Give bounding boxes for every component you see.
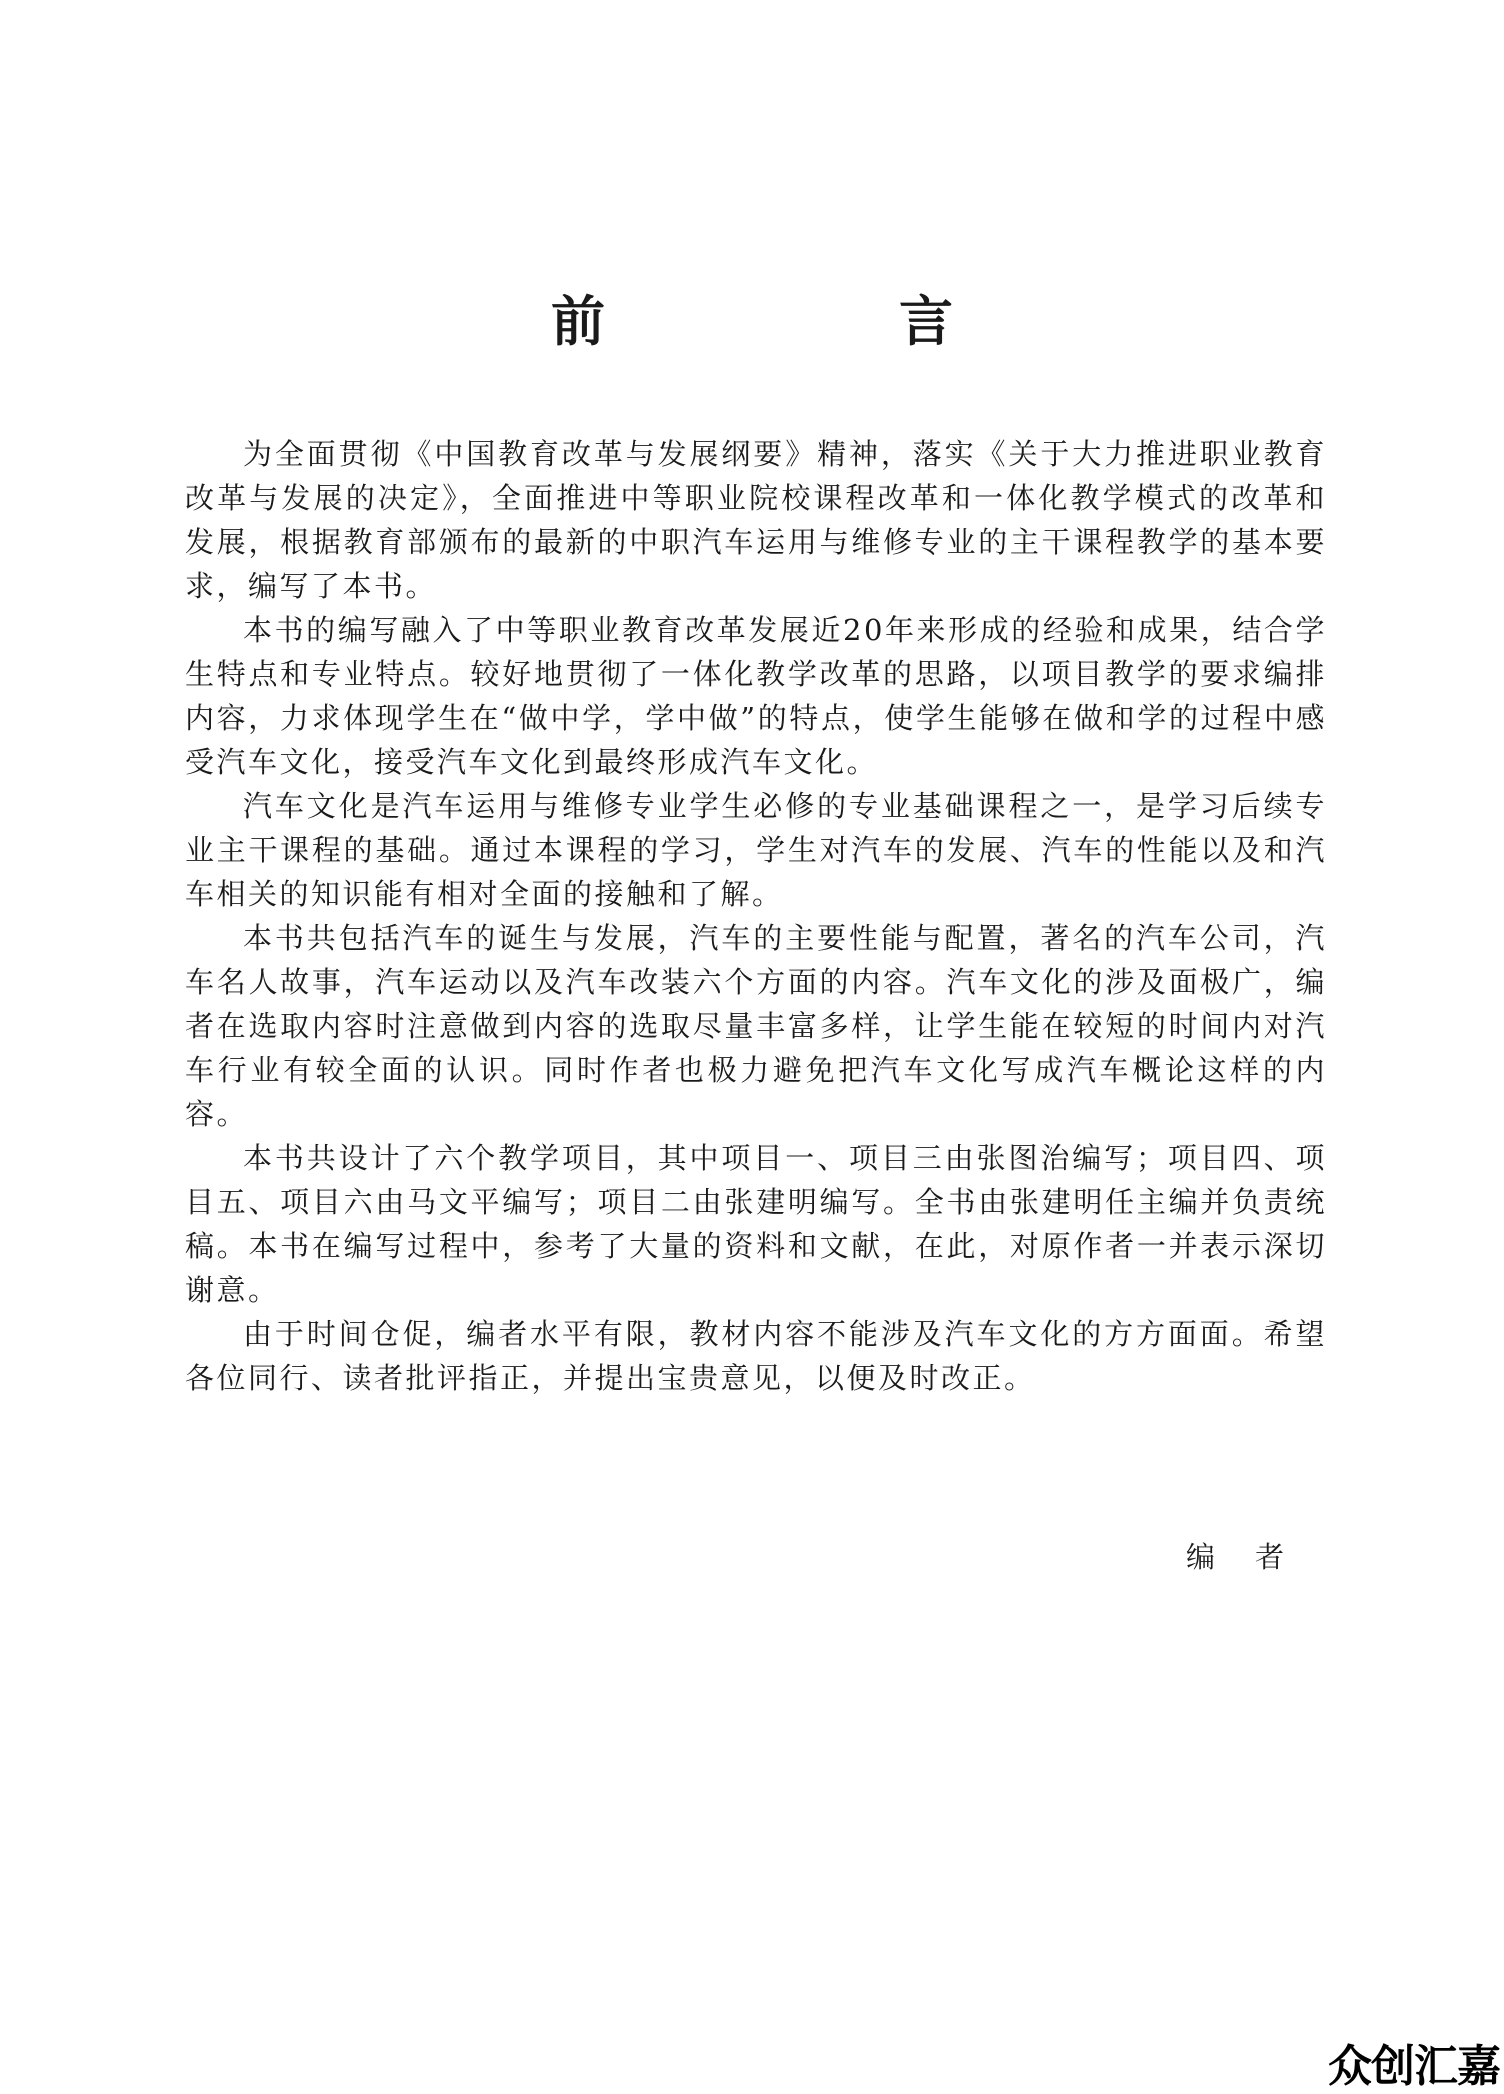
paragraph: 本书共设计了六个教学项目，其中项目一、项目三由张图治编写；项目四、项目五、项目六由马文平编写；项目二由张建明编写。全书由张建明任主编并负责统稿。本书在编写过程中，参考了大量的资料和文献，在此，对原作者一并表示深切谢意。 (185, 1141, 1327, 1307)
paragraph: 为全面贯彻《中国教育改革与发展纲要》精神，落实《关于大力推进职业教育改革与发展的决定》，全面推进中等职业院校课程改革和一体化教学模式的改革和发展，根据教育部颁布的最新的中职汽车运用与维修专业的主干课程教学的基本要求，编写了本书。 (185, 437, 1327, 603)
watermark-logo: 众创汇嘉 (1328, 2041, 1500, 2092)
author-signature: 编者 (1186, 1540, 1325, 1574)
page-title: 前 言 (551, 289, 1073, 353)
paragraph: 本书的编写融入了中等职业教育改革发展近20年来形成的经验和成果，结合学生特点和专业特点。较好地贯彻了一体化教学改革的思路，以项目教学的要求编排内容，力求体现学生在“做中学，学中做”的特点，使学生能够在做和学的过程中感受汽车文化，接受汽车文化到最终形成汽车文化。 (185, 613, 1327, 779)
paragraph: 由于时间仓促，编者水平有限，教材内容不能涉及汽车文化的方方面面。希望各位同行、读者批评指正，并提出宝贵意见，以便及时改正。 (185, 1317, 1327, 1395)
paragraph: 本书共包括汽车的诞生与发展，汽车的主要性能与配置，著名的汽车公司，汽车名人故事，汽车运动以及汽车改装六个方面的内容。汽车文化的涉及面极广，编者在选取内容时注意做到内容的选取尽量丰富多样，让学生能在较短的时间内对汽车行业有较全面的认识。同时作者也极力避免把汽车文化写成汽车概论这样的内容。 (185, 921, 1327, 1131)
paragraph: 汽车文化是汽车运用与维修专业学生必修的专业基础课程之一，是学习后续专业主干课程的基础。通过本课程的学习，学生对汽车的发展、汽车的性能以及和汽车相关的知识能有相对全面的接触和了解。 (185, 789, 1327, 911)
preface-body (185, 432, 1327, 1400)
